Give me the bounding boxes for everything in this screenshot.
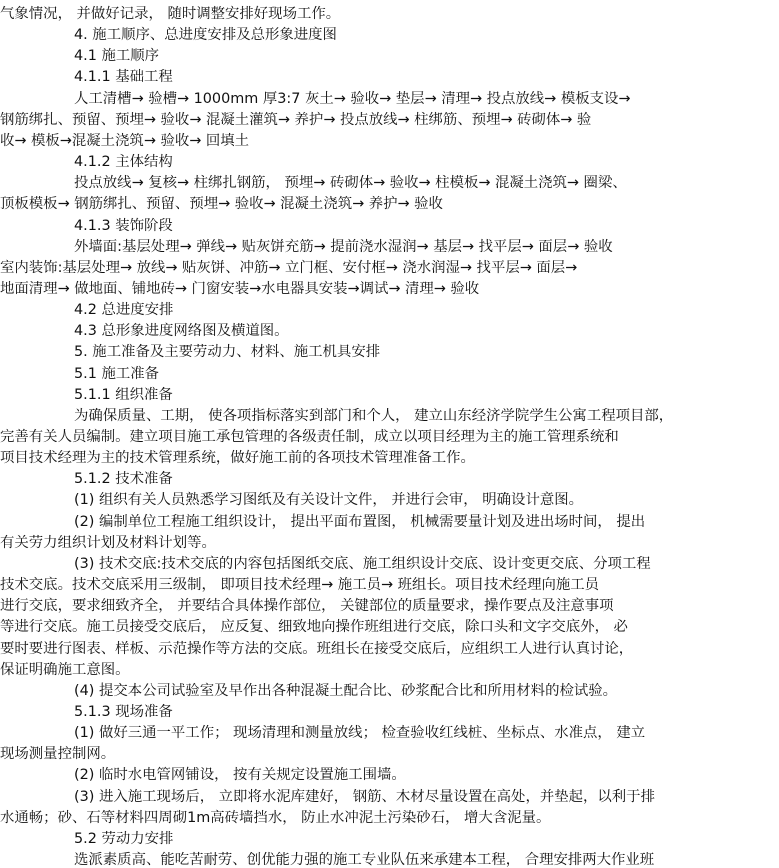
paragraph-line: 有关劳力组织计划及材料计划等。 [0, 535, 216, 551]
paragraph-line: 气象情况， 并做好记录， 随时调整安排好现场工作。 [0, 6, 341, 22]
paragraph-line: 顶板模板→ 钢筋绑扎、预留、预埋→ 验收→ 混凝土浇筑→ 养护→ 验收 [0, 196, 443, 212]
list-item-2: (2) 临时水电管网铺设， 按有关规定设置施工围墙。 [74, 767, 406, 783]
paragraph-line: 投点放线→ 复核→ 柱绑扎钢筋， 预埋→ 砖砌体→ 验收→ 柱模板→ 混凝土浇筑→ 圈梁、 [74, 175, 627, 191]
heading-4-3: 4.3 总形象进度网络图及横道图。 [74, 323, 289, 339]
paragraph-line: 水通畅；砂、石等材料四周砌1m高砖墙挡水， 防止水冲泥土污染砂石， 增大含泥量。 [0, 810, 551, 826]
heading-5-1-2: 5.1.2 技术准备 [74, 471, 173, 487]
heading-4-2: 4.2 总进度安排 [74, 302, 174, 318]
paragraph-line: 外墙面:基层处理→ 弹线→ 贴灰饼充筋→ 提前浇水湿润→ 基层→ 找平层→ 面层→ 验收 [74, 239, 613, 255]
paragraph-line: 钢筋绑扎、预留、预埋→ 验收→ 混凝土灌筑→ 养护→ 投点放线→ 柱绑筋、预埋→ 砖砌体→ 验 [0, 112, 592, 128]
heading-4-1-1: 4.1.1 基础工程 [74, 69, 173, 85]
heading-4-1-3: 4.1.3 装饰阶段 [74, 218, 173, 234]
heading-5-1-3: 5.1.3 现场准备 [74, 704, 173, 720]
paragraph-line: 完善有关人员编制。建立项目施工承包管理的各级责任制，成立以项目经理为主的施工管理系统和 [0, 429, 619, 445]
paragraph-line: 为确保质量、工期， 使各项指标落实到部门和个人， 建立山东经济学院学生公寓工程项目部， [74, 408, 674, 424]
list-item-1: (1) 做好三通一平工作； 现场清理和测量放线； 检查验收红线桩、坐标点、水准点， 建立 [74, 725, 646, 741]
heading-5: 5. 施工准备及主要劳动力、材料、施工机具安排 [74, 344, 381, 360]
paragraph-line: 选派素质高、能吃苦耐劳、创优能力强的施工专业队伍来承建本工程， 合理安排两大作业班 [74, 852, 655, 868]
list-item-3: (3) 技术交底:技术交底的内容包括图纸交底、施工组织设计交底、设计变更交底、分项工程 [74, 556, 651, 572]
paragraph-line: 保证明确施工意图。 [0, 662, 130, 678]
list-item-2: (2) 编制单位工程施工组织设计， 提出平面布置图， 机械需要量计划及进出场时间， 提出 [74, 514, 646, 530]
paragraph-line: 等进行交底。施工员接受交底后， 应反复、细致地向操作班组进行交底，除口头和文字交底外， 必 [0, 619, 628, 635]
list-item-4: (4) 提交本公司试验室及早作出各种混凝土配合比、砂浆配合比和所用材料的检试验。 [74, 683, 618, 699]
heading-4-1-2: 4.1.2 主体结构 [74, 154, 173, 170]
paragraph-line: 收→ 模板→混凝土浇筑→ 验收→ 回填土 [0, 133, 250, 149]
list-item-3: (3) 进入施工现场后， 立即将水泥库建好， 钢筋、木材尽量设置在高处，并垫起，以利于排 [74, 789, 655, 805]
heading-5-1: 5.1 施工准备 [74, 366, 160, 382]
heading-4-1: 4.1 施工顺序 [74, 48, 160, 64]
paragraph-line: 现场测量控制网。 [0, 746, 116, 762]
heading-5-1-1: 5.1.1 组织准备 [74, 387, 173, 403]
paragraph-line: 技术交底。技术交底采用三级制， 即项目技术经理→ 施工员→ 班组长。项目技术经理向施工员 [0, 577, 600, 593]
paragraph-line: 地面清理→ 做地面、铺地砖→ 门窗安装→水电器具安装→调试→ 清理→ 验收 [0, 281, 480, 297]
paragraph-line: 人工清槽→ 验槽→ 1000mm 厚3:7 灰土→ 验收→ 垫层→ 清理→ 投点放线→ 模板支设→ [74, 91, 631, 107]
paragraph-line: 室内装饰:基层处理→ 放线→ 贴灰饼、冲筋→ 立门框、安付框→ 浇水润湿→ 找平层→ 面层→ [0, 260, 578, 276]
heading-4: 4. 施工顺序、总进度安排及总形象进度图 [74, 27, 337, 43]
heading-5-2: 5.2 劳动力安排 [74, 831, 174, 847]
paragraph-line: 进行交底，要求细致齐全， 并要结合具体操作部位， 关键部位的质量要求，操作要点及注意事项 [0, 598, 614, 614]
list-item-1: (1) 组织有关人员熟悉学习图纸及有关设计文件， 并进行会审， 明确设计意图。 [74, 492, 584, 508]
paragraph-line: 项目技术经理为主的技术管理系统，做好施工前的各项技术管理准备工作。 [0, 450, 475, 466]
paragraph-line: 要时要进行图表、样板、示范操作等方法的交底。班组长在接受交底后，应组织工人进行认真讨论， [0, 641, 634, 657]
